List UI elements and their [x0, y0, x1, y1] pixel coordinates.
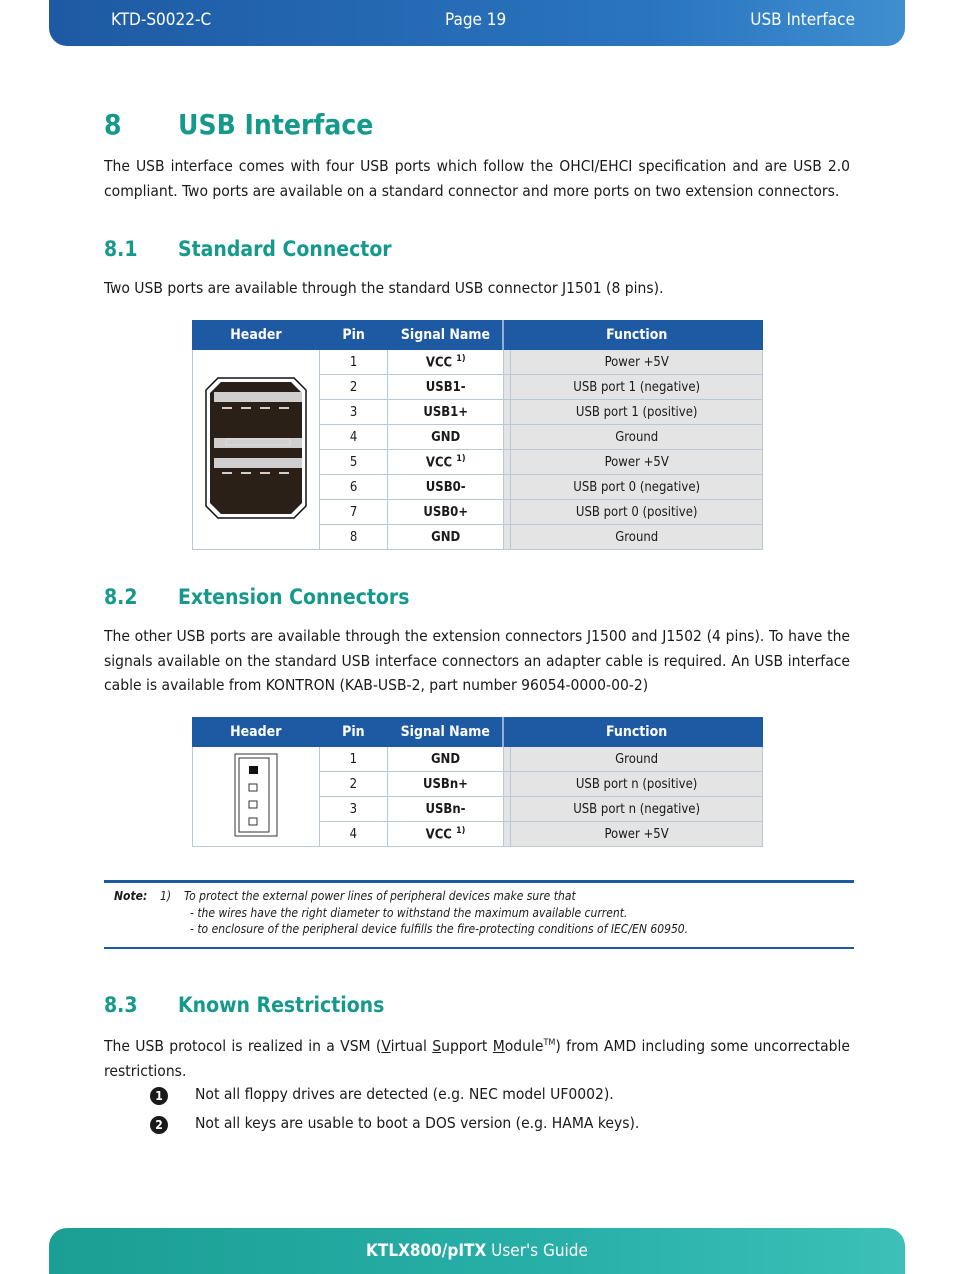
signal-text: USB0- [425, 479, 466, 495]
footer-product: KTLX800/pITX [366, 1241, 487, 1261]
footer-suffix: User's Guide [486, 1241, 588, 1261]
spacer-cell [503, 425, 510, 450]
table-header-row [193, 321, 763, 350]
function-cell: USB port n (negative) [511, 797, 763, 822]
subsection-number: 8.3 [104, 993, 138, 1017]
col-spacer [503, 718, 510, 747]
text-run: odule [504, 1037, 544, 1056]
signal-cell [388, 747, 504, 772]
footnote-ref: 1) [456, 453, 466, 464]
text-run: The USB protocol is realized in a VSM ( [104, 1037, 382, 1056]
signal-cell [388, 450, 503, 475]
connector-drawing [193, 747, 320, 847]
list-item-text: Not all keys are usable to boot a DOS version (e.g. HAMA keys). [195, 1114, 640, 1132]
spacer-cell [503, 375, 510, 400]
header-chapter: USB Interface [750, 10, 855, 30]
function-cell: USB port 0 (positive) [511, 500, 763, 525]
section-heading [104, 108, 373, 141]
table-header-row [193, 718, 763, 747]
pin-cell: 7 [319, 500, 388, 525]
subsection-heading-8-1 [104, 237, 392, 261]
list-item [150, 1085, 614, 1105]
section-number: 8 [104, 108, 122, 141]
text-run: irtual [390, 1037, 433, 1056]
page-number: Page 19 [445, 10, 507, 30]
s81-text: Two USB ports are available through the standard USB connector J1501 (8 pins). [104, 279, 664, 297]
function-cell: Ground [511, 425, 763, 450]
col-spacer [503, 321, 510, 350]
s83-text [104, 1031, 850, 1083]
function-cell: Power +5V [511, 450, 763, 475]
spacer-cell [503, 822, 510, 847]
note-line: - to enclosure of the peripheral device fulfills the fire-protecting conditions of IEC/EN 60950. [190, 922, 689, 936]
signal-cell [388, 400, 503, 425]
note-box [104, 880, 854, 949]
signal-cell [388, 375, 503, 400]
spacer-cell [503, 772, 510, 797]
signal-text: USB0+ [423, 504, 469, 520]
text-run: ) from AMD including some uncorrectable restrictions. [104, 1037, 850, 1080]
col-header: Header [193, 321, 320, 350]
footnote-ref: 1) [455, 825, 466, 836]
signal-cell [388, 350, 503, 375]
function-cell: USB port 1 (positive) [511, 400, 763, 425]
note-line: To protect the external power lines of peripheral devices make sure that [184, 889, 576, 903]
pin-cell: 3 [319, 797, 388, 822]
signal-cell [388, 425, 503, 450]
4-pin-header-icon [233, 752, 279, 838]
signal-text: GND [430, 751, 461, 767]
table-row [193, 747, 763, 772]
text-run: M [492, 1037, 505, 1056]
signal-text: VCC [425, 827, 452, 843]
col-pin: Pin [319, 321, 388, 350]
signal-text: USB1- [425, 379, 466, 395]
s82-text: The other USB ports are available through the extension connectors J1500 and J1502 (4 pins). To have the signals available on the standard USB interface connectors an adapter cable is required. An USB interface cable is available from KONTRON (KAB-USB-2, part number 96054-0000-00-2) [104, 627, 850, 694]
spacer-cell [503, 350, 510, 375]
function-cell: Power +5V [511, 350, 763, 375]
subsection-number: 8.1 [104, 237, 138, 261]
col-signal: Signal Name [388, 321, 503, 350]
table-row [193, 350, 763, 375]
page-footer [49, 1228, 905, 1274]
pin-cell: 8 [319, 525, 388, 550]
section-intro: The USB interface comes with four USB ports which follow the OHCI/EHCI specification and are USB 2.0 compliant. Two ports are available on a standard connector and more ports on two extension connectors. [104, 157, 850, 200]
signal-text: USB1+ [423, 404, 469, 420]
footnote-ref: 1) [456, 353, 466, 364]
pin-cell: 5 [319, 450, 388, 475]
subsection-title: Extension Connectors [178, 585, 410, 609]
doc-id: KTD-S0022-C [111, 10, 212, 30]
pin-cell: 2 [319, 772, 388, 797]
spacer-cell [503, 797, 510, 822]
spacer-cell [503, 747, 510, 772]
col-function: Function [511, 321, 763, 350]
spacer-cell [503, 525, 510, 550]
function-cell: Ground [511, 747, 763, 772]
signal-cell [388, 797, 504, 822]
pin-cell: 1 [319, 350, 388, 375]
signal-cell [388, 525, 503, 550]
list-item-text: Not all floppy drives are detected (e.g. NEC model UF0002). [195, 1085, 614, 1103]
spacer-cell [503, 500, 510, 525]
page-header [49, 0, 905, 46]
subsection-title: Standard Connector [178, 237, 392, 261]
spacer-cell [503, 400, 510, 425]
function-cell: USB port n (positive) [511, 772, 763, 797]
note-number: 1) [160, 889, 172, 903]
pin-cell: 4 [319, 822, 388, 847]
numbered-bullet-icon: 1 [150, 1087, 168, 1105]
signal-text: GND [431, 429, 461, 445]
signal-text: USBn- [425, 801, 466, 817]
function-cell: Power +5V [511, 822, 763, 847]
function-cell: Ground [511, 525, 763, 550]
function-cell: USB port 0 (negative) [511, 475, 763, 500]
signal-cell [388, 772, 504, 797]
pin-cell: 4 [319, 425, 388, 450]
section-title: USB Interface [178, 108, 374, 141]
trademark-sup: TM [543, 1038, 556, 1048]
subsection-number: 8.2 [104, 585, 138, 609]
signal-text: VCC [425, 355, 453, 371]
signal-cell [388, 475, 503, 500]
signal-text: VCC [425, 455, 453, 471]
note-line: - the wires have the right diameter to withstand the maximum available current. [190, 906, 628, 920]
subsection-title: Known Restrictions [178, 993, 385, 1017]
signal-text: USBn+ [423, 776, 468, 792]
pin-cell: 2 [319, 375, 388, 400]
note-label: Note: [114, 889, 148, 903]
col-header: Header [193, 718, 320, 747]
list-item [150, 1114, 640, 1134]
text-run: S [432, 1037, 442, 1056]
text-run: upport [441, 1037, 493, 1056]
col-signal: Signal Name [388, 718, 504, 747]
spacer-cell [503, 450, 510, 475]
signal-cell [388, 500, 503, 525]
pin-cell: 3 [319, 400, 388, 425]
usb-standard-pin-table [192, 320, 763, 550]
dual-usb-connector-icon [204, 376, 308, 520]
subsection-heading-8-3 [104, 993, 384, 1017]
pin-cell: 1 [319, 747, 388, 772]
spacer-cell [503, 475, 510, 500]
function-cell: USB port 1 (negative) [511, 375, 763, 400]
signal-cell [388, 822, 504, 847]
col-function: Function [511, 718, 763, 747]
subsection-heading-8-2 [104, 585, 409, 609]
pin-cell: 6 [319, 475, 388, 500]
connector-drawing [193, 350, 320, 550]
signal-text: GND [431, 529, 461, 545]
col-pin: Pin [319, 718, 388, 747]
numbered-bullet-icon: 2 [150, 1116, 168, 1134]
text-run: V [381, 1037, 391, 1056]
usb-extension-pin-table [192, 717, 763, 847]
